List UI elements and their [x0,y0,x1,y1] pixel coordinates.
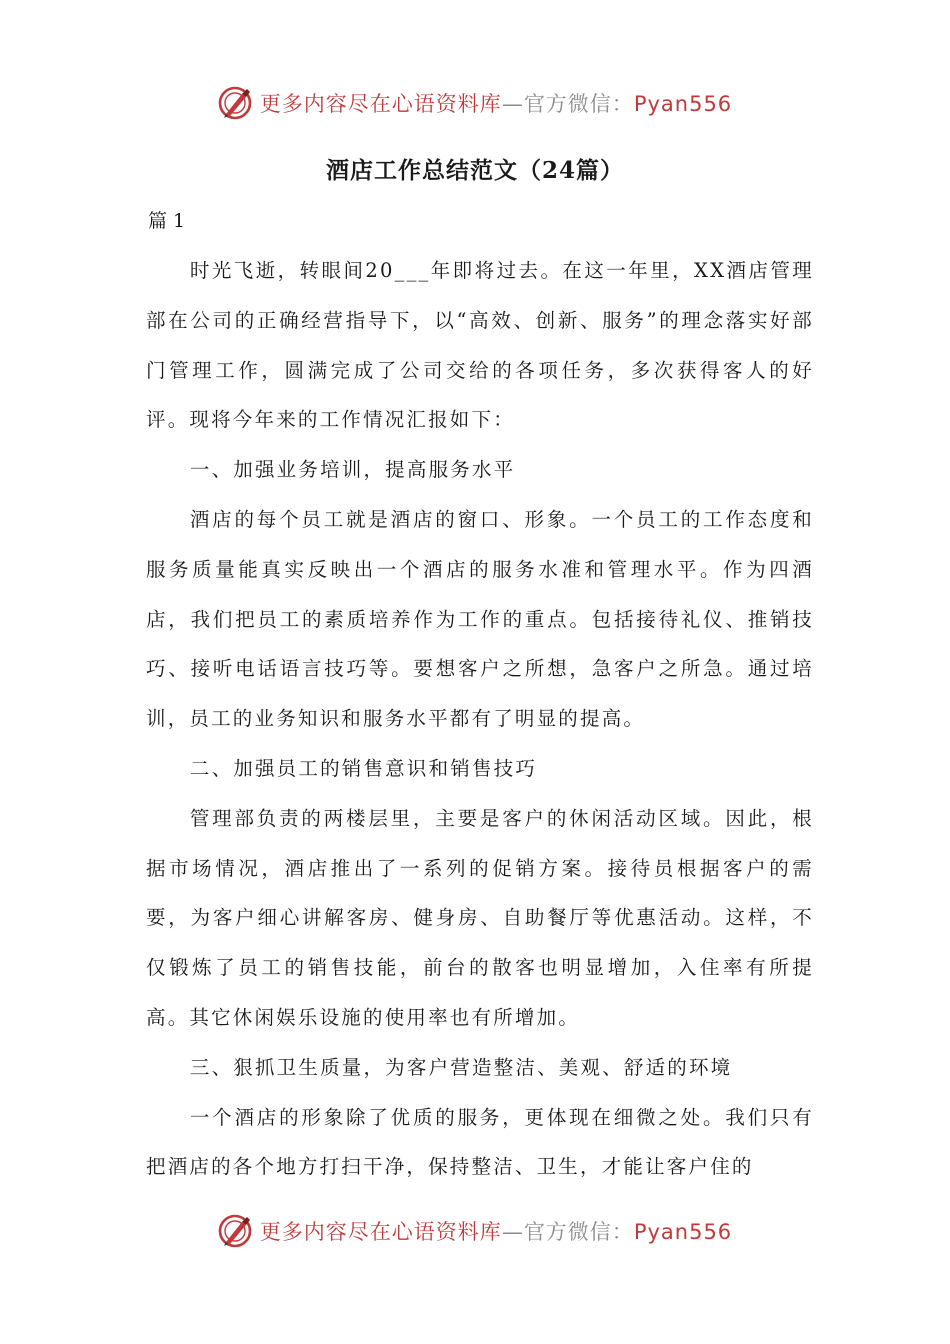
paragraph-intro: 时光飞逝，转眼间20___年即将过去。在这一年里，XX酒店管理部在公司的正确经营指导下，以“高效、创新、服务”的理念落实好部门管理工作，圆满完成了公司交给的各项任务，多次获得客人的好评。现将今年来的工作情况汇报如下： [146,259,814,432]
banner-promo-text: 更多内容尽在心语资料库 [259,92,502,116]
section-label: 篇 1 [148,210,186,232]
banner-wechat-label: 官方微信： [523,1220,634,1244]
heading-hygiene: 三、狠抓卫生质量，为客户营造整洁、美观、舒适的环境 [189,1055,733,1079]
document-body [146,246,814,1192]
footer-banner [0,1206,950,1256]
pen-logo-icon [218,85,254,121]
banner-promo-text: 更多内容尽在心语资料库 [259,1220,502,1244]
paragraph-hygiene: 一个酒店的形象除了优质的服务，更体现在细微之处。我们只有把酒店的各个地方打扫干净，保持整洁、卫生，才能让客户住的 [146,1105,814,1179]
header-banner [0,78,950,128]
banner-dash: — [501,1220,524,1244]
page-title: 酒店工作总结范文（24篇） [325,157,624,184]
paragraph-sales: 管理部负责的两楼层里，主要是客户的休闲活动区域。因此，根据市场情况，酒店推出了一系列的促销方案。接待员根据客户的需要，为客户细心讲解客房、健身房、自助餐厅等优惠活动。这样，不仅锻炼了员工的销售技能，前台的散客也明显增加，入住率有所提高。其它休闲娱乐设施的使用率也有所增加。 [146,806,814,1029]
banner-dash: — [501,92,524,116]
banner-wechat-id: Pyan556 [633,1220,733,1244]
pen-logo-icon [218,1213,254,1249]
heading-training: 一、加强业务培训，提高服务水平 [189,458,516,482]
banner-wechat-id: Pyan556 [633,92,733,116]
heading-sales: 二、加强员工的销售意识和销售技巧 [189,756,538,780]
paragraph-training: 酒店的每个员工就是酒店的窗口、形象。一个员工的工作态度和服务质量能真实反映出一个酒店的服务水准和管理水平。作为四酒店，我们把员工的素质培养作为工作的重点。包括接待礼仪、推销技巧、接听电话语言技巧等。要想客户之所想，急客户之所急。通过培训，员工的业务知识和服务水平都有了明显的提高。 [146,507,814,731]
banner-wechat-label: 官方微信： [523,92,634,116]
